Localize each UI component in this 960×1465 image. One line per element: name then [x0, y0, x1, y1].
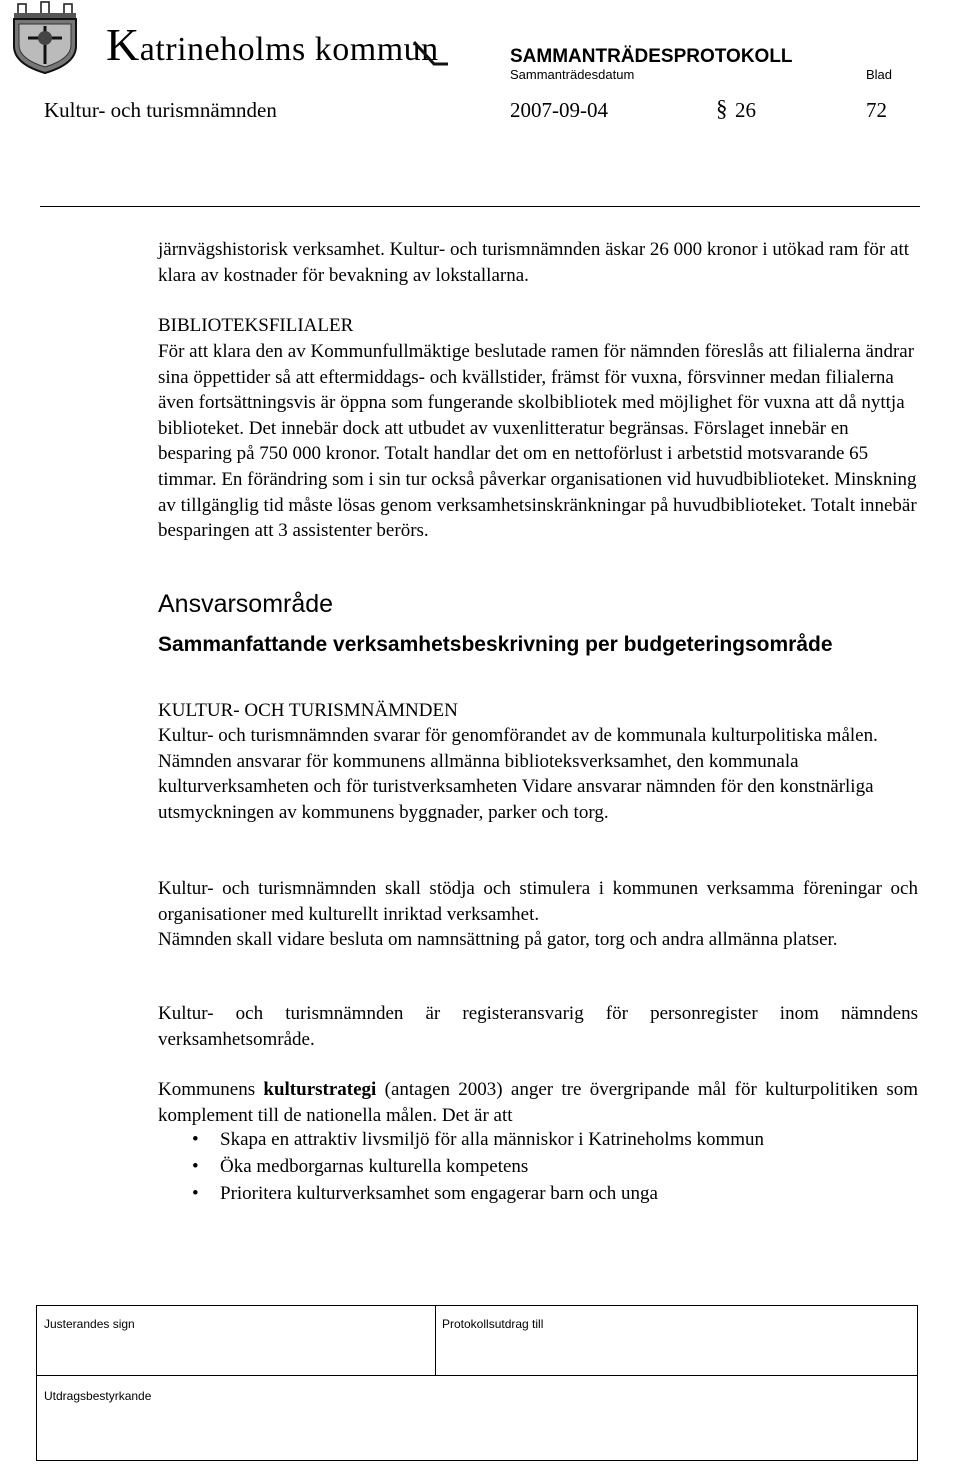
- utdragsbestyrkande-label: Utdragsbestyrkande: [44, 1389, 152, 1403]
- namnsattning-paragraph: Nämnden skall vidare besluta om namnsättning på gator, torg och andra allmänna platser.: [158, 929, 838, 950]
- list-item: [158, 1180, 764, 1207]
- bullet-icon: •: [192, 1129, 199, 1150]
- protocol-title: SAMMANTRÄDESPROTOKOLL: [510, 46, 793, 67]
- committee-name: Kultur- och turismnämnden: [44, 98, 277, 122]
- page-number: 72: [866, 98, 887, 122]
- section-heading-bibliotek: BIBLIOTEKSFILIALER: [158, 315, 354, 336]
- municipality-name-rest: atrineholms kommun: [139, 31, 439, 68]
- subheading-sammanfattande: Sammanfattande verksamhetsbeskrivning per budgeteringsområde: [158, 633, 833, 656]
- kulturstrategi-paragraph: [158, 1077, 918, 1128]
- municipality-name-initial: K: [106, 19, 140, 70]
- bullet-icon: •: [192, 1183, 199, 1204]
- coat-of-arms-icon: [4, 0, 86, 74]
- header-divider: [40, 206, 920, 207]
- section-heading-ktn: KULTUR- OCH TURISMNÄMNDEN: [158, 700, 458, 721]
- kulturstrategi-text-before: Kommunens: [158, 1079, 264, 1100]
- ktn-paragraph: Kultur- och turismnämnden svarar för genomförandet av de kommunala kulturpolitiska målen. Nämnden ansvarar för kommunens allmänna biblioteksverksamhet, den kommunala kulturverksamheten och för turistverksamheten Vidare ansvarar nämnden för den konstnärliga utsmyckningen av kommunens byggnader, parker och torg.: [158, 725, 878, 823]
- protokollsutdrag-label: Protokollsutdrag till: [442, 1317, 544, 1331]
- kulturstrategi-term: kulturstrategi: [263, 1079, 377, 1100]
- list-item: [158, 1126, 764, 1153]
- goals-list: [158, 1126, 764, 1207]
- logo-slash-icon: [410, 38, 450, 68]
- heading-ansvarsomrade: Ansvarsområde: [158, 590, 334, 618]
- justerandes-sign-label: Justerandes sign: [44, 1317, 135, 1331]
- meeting-date: 2007-09-04: [510, 98, 608, 122]
- list-item-text: Öka medborgarnas kulturella kompetens: [220, 1156, 529, 1177]
- bibliotek-paragraph: För att klara den av Kommunfullmäktige beslutade ramen för nämnden föreslås att filialerna ändrar sina öppettider så att eftermiddags- och kvällstider, främst för vuxna, försvinner medan filialerna även fortsättningsvis är öppna som fungerande skolbibliotek med möjlighet för vuxna att då nyttja biblioteket. Det innebär dock att utbudet av vuxenlitteratur begränsas. Förslaget innebär en besparing på 750 000 kronor. Totalt handlar det om en nettoförlust i arbetstid motsvarande 65 timmar. En förändring som i sin tur också påverkar organisationen vid huvudbiblioteket. Minskning av tillgänglig tid måste lösas genom verksamhetsinskränkningar på huvudbiblioteket. Totalt innebär besparingen att 3 assistenter berörs.: [158, 341, 917, 542]
- signature-box-column-divider: [435, 1305, 436, 1376]
- list-item: [158, 1153, 764, 1180]
- meeting-date-label: Sammanträdesdatum: [510, 67, 635, 82]
- municipality-name: [106, 18, 439, 71]
- paragraph-sign: §: [716, 96, 728, 121]
- page-label: Blad: [866, 67, 893, 82]
- paragraph-number: 26: [735, 98, 756, 122]
- bullet-icon: •: [192, 1156, 199, 1177]
- list-item-text: Skapa en attraktiv livsmiljö för alla människor i Katrineholms kommun: [220, 1129, 765, 1150]
- list-item-text: Prioritera kulturverksamhet som engagerar barn och unga: [220, 1183, 658, 1204]
- register-paragraph: Kultur- och turismnämnden är registeransvarig för personregister inom nämndens verksamhetsområde.: [158, 1003, 918, 1050]
- kulturstrategi-text-after: (antagen 2003) anger tre övergripande mål för kulturpolitiken som komplement till de nationella målen. Det är att: [158, 1079, 918, 1126]
- signature-box-divider: [36, 1375, 918, 1376]
- intro-paragraph: järnvägshistorisk verksamhet. Kultur- och turismnämnden äskar 26 000 kronor i utökad ram för att klara av kostnader för bevakning av lokstallarna.: [158, 239, 910, 286]
- stodja-paragraph: Kultur- och turismnämnden skall stödja och stimulera i kommunen verksamma föreningar och organisationer med kulturellt inriktad verksamhet.: [158, 878, 918, 925]
